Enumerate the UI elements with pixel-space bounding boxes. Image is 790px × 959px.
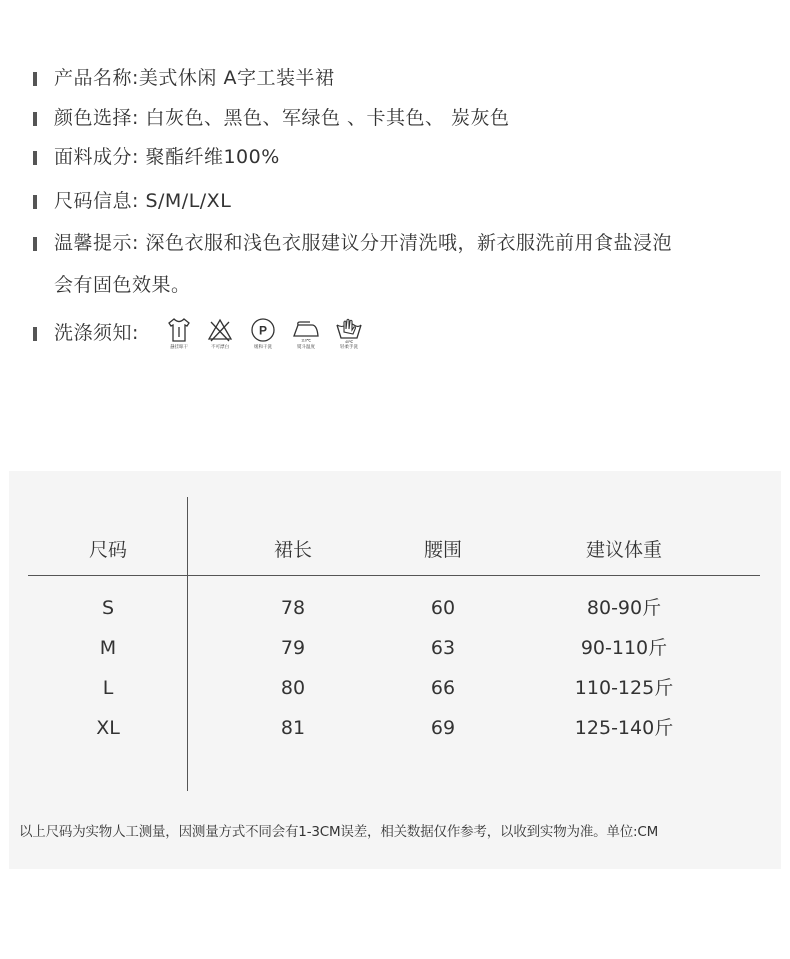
measurement-note: 以上尺码为实物人工测量，因测量方式不同会有1-3CM误差，相关数据仅作参考，以收到实物为准。单位:CM [19,824,659,840]
size-chart-panel [9,471,781,869]
bullet-bar [33,72,37,86]
svg-text:40℃: 40℃ [345,340,353,344]
svg-text:110℃: 110℃ [301,338,311,343]
table-cell: M [99,637,117,659]
care-label: 洗涤须知: [54,322,139,344]
table-cell: 60 [430,597,456,619]
header-skirt-length: 裙长 [273,539,313,561]
table-cell: 80-90斤 [586,597,662,619]
table-cell: XL [96,717,120,739]
product-name: 产品名称:美式休闲 A字工装半裙 [54,67,335,89]
table-header-divider [28,575,760,576]
fabric-composition: 面料成分: 聚酯纤维100% [54,146,280,168]
table-cell: 63 [430,637,456,659]
size-info: 尺码信息: S/M/L/XL [54,190,232,212]
iron-icon: 110℃ 熨斗温度 [286,316,326,351]
table-cell: 110-125斤 [574,677,674,699]
table-cell: 81 [280,717,306,739]
header-waist: 腰围 [423,539,463,561]
bullet-bar [33,151,37,165]
table-cell: 90-110斤 [580,637,668,659]
table-cell: 69 [430,717,456,739]
header-weight: 建议体重 [585,539,663,561]
no-bleach-icon: 不可漂白 [200,316,240,351]
tips-text-continued: 会有固色效果。 [54,274,191,296]
table-cell: 79 [280,637,306,659]
table-cell: 78 [280,597,306,619]
bullet-bar [33,237,37,251]
hang-dry-icon: 悬挂晾干 [159,316,199,351]
header-size: 尺码 [88,539,128,561]
bullet-bar [33,112,37,126]
bullet-bar [33,327,37,341]
table-cell: 80 [280,677,306,699]
table-cell: 66 [430,677,456,699]
table-vertical-divider [187,497,188,791]
hand-wash-icon: 40℃ 轻柔手洗 [329,316,369,351]
svg-text:P: P [258,323,268,338]
tips-text: 温馨提示: 深色衣服和浅色衣服建议分开清洗哦，新衣服洗前用食盐浸泡 [54,232,672,254]
table-cell: 125-140斤 [574,717,674,739]
table-cell: L [102,677,114,699]
bullet-bar [33,195,37,209]
color-options: 颜色选择: 白灰色、黑色、军绿色 、卡其色、 炭灰色 [54,107,510,129]
table-cell: S [101,597,115,619]
dry-clean-p-icon: P 缓和干洗 [243,316,283,351]
